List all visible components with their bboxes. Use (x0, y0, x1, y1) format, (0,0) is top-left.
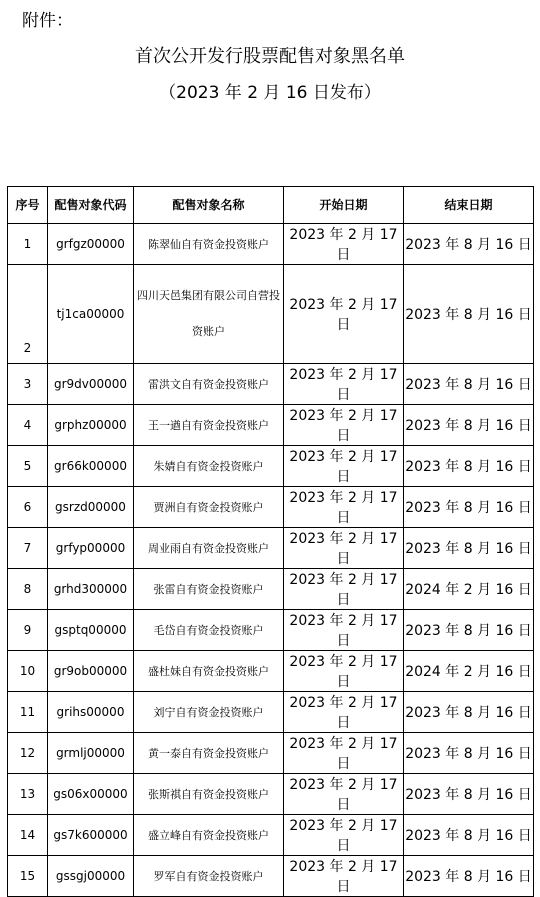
table-row (8, 446, 534, 487)
column-header-index: 序号 (8, 187, 48, 224)
cell-start-date: 2023 年 2 月 17 日 (284, 733, 404, 774)
cell-code: grfyp00000 (48, 528, 134, 569)
cell-end-date: 2023 年 8 月 16 日 (404, 224, 534, 265)
cell-end-date: 2023 年 8 月 16 日 (404, 692, 534, 733)
cell-end-date: 2023 年 8 月 16 日 (404, 446, 534, 487)
column-header-start-date: 开始日期 (284, 187, 404, 224)
cell-name: 盛杜妹自有资金投资账户 (134, 651, 284, 692)
table-row (8, 733, 534, 774)
table-row (8, 224, 534, 265)
cell-code: gsrzd00000 (48, 487, 134, 528)
table-row (8, 610, 534, 651)
cell-index: 13 (8, 774, 48, 815)
table-row (8, 815, 534, 856)
cell-end-date: 2023 年 8 月 16 日 (404, 364, 534, 405)
cell-start-date: 2023 年 2 月 17 日 (284, 856, 404, 897)
cell-end-date: 2023 年 8 月 16 日 (404, 528, 534, 569)
cell-start-date: 2023 年 2 月 17 日 (284, 610, 404, 651)
cell-start-date: 2023 年 2 月 17 日 (284, 487, 404, 528)
cell-end-date: 2024 年 2 月 16 日 (404, 651, 534, 692)
cell-name: 周业雨自有资金投资账户 (134, 528, 284, 569)
cell-end-date: 2023 年 8 月 16 日 (404, 774, 534, 815)
cell-code: gsptq00000 (48, 610, 134, 651)
cell-start-date: 2023 年 2 月 17 日 (284, 692, 404, 733)
cell-index: 11 (8, 692, 48, 733)
cell-end-date: 2023 年 8 月 16 日 (404, 265, 534, 364)
cell-name: 黄一泰自有资金投资账户 (134, 733, 284, 774)
cell-end-date: 2023 年 8 月 16 日 (404, 405, 534, 446)
cell-index: 7 (8, 528, 48, 569)
cell-start-date: 2023 年 2 月 17 日 (284, 446, 404, 487)
cell-index: 9 (8, 610, 48, 651)
cell-name: 盛立峰自有资金投资账户 (134, 815, 284, 856)
table-row (8, 364, 534, 405)
cell-name: 四川天邑集团有限公司自营投资账户 (134, 265, 284, 364)
cell-index: 8 (8, 569, 48, 610)
cell-end-date: 2023 年 8 月 16 日 (404, 856, 534, 897)
cell-name: 张斯祺自有资金投资账户 (134, 774, 284, 815)
cell-name: 王一遒自有资金投资账户 (134, 405, 284, 446)
cell-name: 朱婧自有资金投资账户 (134, 446, 284, 487)
cell-index: 3 (8, 364, 48, 405)
cell-code: tj1ca00000 (48, 265, 134, 364)
cell-name: 陈翠仙自有资金投资账户 (134, 224, 284, 265)
table-row (8, 265, 534, 364)
cell-code: grphz00000 (48, 405, 134, 446)
blacklist-table (7, 186, 534, 897)
attachment-label: 附件： (22, 11, 73, 31)
cell-name: 毛岱自有资金投资账户 (134, 610, 284, 651)
cell-code: gr9dv00000 (48, 364, 134, 405)
cell-code: grmlj00000 (48, 733, 134, 774)
document-title: 首次公开发行股票配售对象黑名单 (135, 46, 405, 67)
cell-code: grhd300000 (48, 569, 134, 610)
cell-start-date: 2023 年 2 月 17 日 (284, 774, 404, 815)
cell-code: grfgz00000 (48, 224, 134, 265)
cell-name: 刘宁自有资金投资账户 (134, 692, 284, 733)
cell-index: 6 (8, 487, 48, 528)
cell-index: 10 (8, 651, 48, 692)
cell-end-date: 2023 年 8 月 16 日 (404, 610, 534, 651)
cell-end-date: 2023 年 8 月 16 日 (404, 815, 534, 856)
cell-start-date: 2023 年 2 月 17 日 (284, 651, 404, 692)
cell-index: 12 (8, 733, 48, 774)
table-row (8, 487, 534, 528)
cell-start-date: 2023 年 2 月 17 日 (284, 569, 404, 610)
table-row (8, 405, 534, 446)
cell-index: 15 (8, 856, 48, 897)
table-row (8, 692, 534, 733)
cell-name: 贾洲自有资金投资账户 (134, 487, 284, 528)
cell-index: 14 (8, 815, 48, 856)
cell-name: 张雷自有资金投资账户 (134, 569, 284, 610)
cell-code: gssgj00000 (48, 856, 134, 897)
cell-index: 4 (8, 405, 48, 446)
column-header-end-date: 结束日期 (404, 187, 534, 224)
cell-code: gs06x00000 (48, 774, 134, 815)
column-header-code: 配售对象代码 (48, 187, 134, 224)
table-row (8, 651, 534, 692)
table-row (8, 774, 534, 815)
cell-start-date: 2023 年 2 月 17 日 (284, 528, 404, 569)
cell-index: 1 (8, 224, 48, 265)
cell-start-date: 2023 年 2 月 17 日 (284, 815, 404, 856)
document-subtitle: （2023 年 2 月 16 日发布） (159, 83, 381, 103)
table-header-row (8, 187, 534, 224)
cell-code: gr9ob00000 (48, 651, 134, 692)
cell-start-date: 2023 年 2 月 17 日 (284, 224, 404, 265)
table-row (8, 856, 534, 897)
cell-index: 2 (8, 265, 48, 364)
cell-code: grihs00000 (48, 692, 134, 733)
cell-start-date: 2023 年 2 月 17 日 (284, 405, 404, 446)
cell-end-date: 2023 年 8 月 16 日 (404, 733, 534, 774)
table-row (8, 569, 534, 610)
cell-code: gr66k00000 (48, 446, 134, 487)
cell-code: gs7k600000 (48, 815, 134, 856)
table-row (8, 528, 534, 569)
cell-index: 5 (8, 446, 48, 487)
cell-name: 罗军自有资金投资账户 (134, 856, 284, 897)
cell-end-date: 2023 年 8 月 16 日 (404, 487, 534, 528)
cell-name: 雷洪文自有资金投资账户 (134, 364, 284, 405)
cell-start-date: 2023 年 2 月 17 日 (284, 364, 404, 405)
cell-start-date: 2023 年 2 月 17 日 (284, 265, 404, 364)
cell-end-date: 2024 年 2 月 16 日 (404, 569, 534, 610)
column-header-name: 配售对象名称 (134, 187, 284, 224)
